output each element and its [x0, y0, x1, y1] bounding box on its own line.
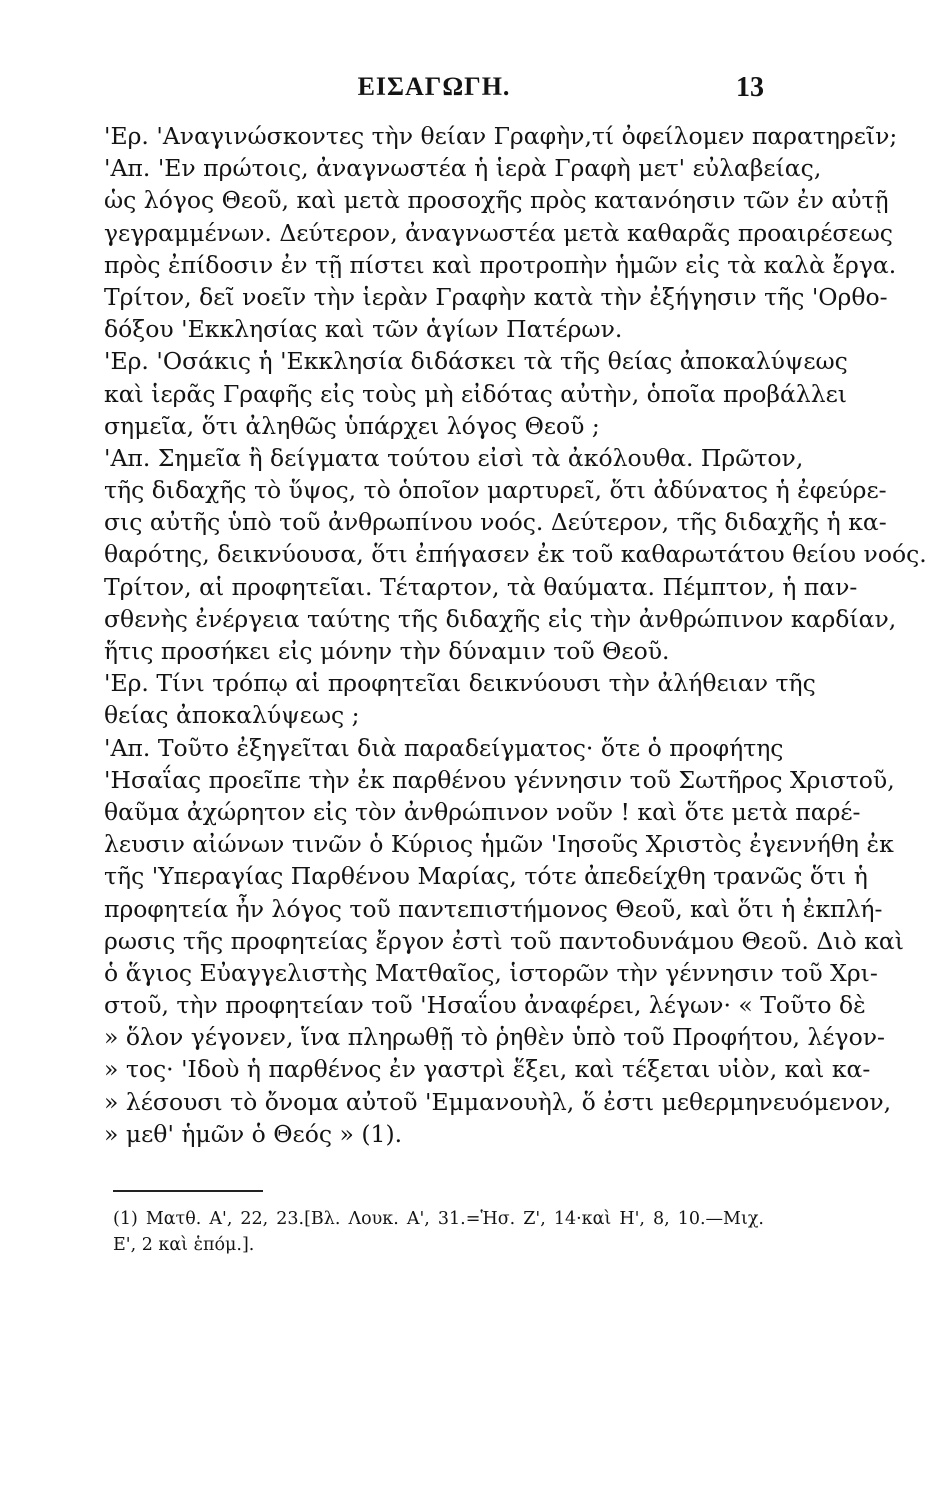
text-line: τῆς διδαχῆς τὸ ὕψος, τὸ ὁποῖον μαρτυρεῖ, ὅτι ἀδύνατος ἡ ἐφεύρε- [104, 476, 887, 505]
text-line: 'Ερ. 'Οσάκις ἡ 'Εκκλησία διδάσκει τὰ τῆς θείας ἀποκαλύψεως [104, 347, 848, 376]
text-line: Τρίτον, δεῖ νοεῖν τὴν ἱερὰν Γραφὴν κατὰ τὴν ἐξήγησιν τῆς 'Ορθο- [104, 282, 888, 311]
body-text [104, 120, 927, 1150]
text-line: 'Ερ. Τίνι τρόπῳ αἱ προφητεῖαι δεικνύουσι τὴν ἀλήθειαν τῆς [104, 669, 816, 698]
footnote-line: Ε', 2 καὶ ἑπόμ.]. [113, 1235, 255, 1255]
footnotes [113, 1206, 764, 1258]
text-line: 'Ησαΐας προεῖπε τὴν ἐκ παρθένου γέννησιν τοῦ Σωτῆρος Χριστοῦ, [104, 765, 895, 794]
footnote-rule [113, 1190, 263, 1192]
text-line: 'Απ. Σημεῖα ἢ δείγματα τούτου εἰσὶ τὰ ἀκόλουθα. Πρῶτον, [104, 443, 804, 472]
text-line: γεγραμμένων. Δεύτερον, ἀναγνωστέα μετὰ καθαρᾶς προαιρέσεως [104, 218, 893, 247]
text-line: » μεθ' ἡμῶν ὁ Θεός » (1). [104, 1119, 403, 1148]
page-number: 13 [736, 72, 764, 103]
text-line: σις αὐτῆς ὑπὸ τοῦ ἀνθρωπίνου νοός. Δεύτερον, τῆς διδαχῆς ἡ κα- [104, 508, 887, 537]
text-line: προφητεία ἦν λόγος τοῦ παντεπιστήμονος Θεοῦ, καὶ ὅτι ἡ ἐκπλή- [104, 894, 883, 923]
text-line: στοῦ, τὴν προφητείαν τοῦ 'Ησαΐου ἀναφέρει, λέγων· « Τοῦτο δὲ [104, 991, 866, 1020]
page-header [104, 72, 764, 108]
text-line: 'Ερ. 'Αναγινώσκοντες τὴν θείαν Γραφὴν,τί ὀφείλομεν παρατηρεῖν; [104, 122, 898, 150]
text-line: ρωσις τῆς προφητείας ἔργον ἐστὶ τοῦ παντοδυνάμου Θεοῦ. Διὸ καὶ [104, 926, 904, 955]
text-line: 'Απ. Τοῦτο ἐξηγεῖται διὰ παραδείγματος· ὅτε ὁ προφήτης [104, 733, 784, 762]
text-line: καὶ ἱερᾶς Γραφῆς εἰς τοὺς μὴ εἰδότας αὐτὴν, ὁποῖα προβάλλει [104, 379, 847, 408]
text-line: πρὸς ἐπίδοσιν ἐν τῇ πίστει καὶ προτροπὴν ἡμῶν εἰς τὰ καλὰ ἔργα. [104, 250, 897, 279]
text-line: τῆς 'Υπεραγίας Παρθένου Μαρίας, τότε ἀπεδείχθη τρανῶς ὅτι ἡ [104, 862, 868, 891]
text-line: ἥτις προσήκει εἰς μόνην τὴν δύναμιν τοῦ Θεοῦ. [104, 637, 670, 665]
text-line: Τρίτον, αἱ προφητεῖαι. Τέταρτον, τὰ θαύματα. Πέμπτον, ἡ παν- [104, 572, 858, 601]
text-line: θαῦμα ἀχώρητον εἰς τὸν ἀνθρώπινον νοῦν ! καὶ ὅτε μετὰ παρέ- [104, 797, 861, 826]
text-line: θείας ἀποκαλύψεως ; [104, 701, 360, 730]
text-line: λευσιν αἰώνων τινῶν ὁ Κύριος ἡμῶν 'Ιησοῦς Χριστὸς ἐγεννήθη ἐκ [104, 830, 894, 859]
text-line: ὡς λόγος Θεοῦ, καὶ μετὰ προσοχῆς πρὸς κατανόησιν τῶν ἐν αὐτῇ [104, 186, 889, 215]
text-line: δόξου 'Εκκλησίας καὶ τῶν ἁγίων Πατέρων. [104, 315, 623, 344]
text-line: 'Απ. 'Εν πρώτοις, ἀναγνωστέα ἡ ἱερὰ Γραφὴ μετ' εὐλαβείας, [104, 154, 822, 183]
text-line: σημεῖα, ὅτι ἀληθῶς ὑπάρχει λόγος Θεοῦ ; [104, 411, 600, 440]
text-line: σθενὴς ἐνέργεια ταύτης τῆς διδαχῆς εἰς τὴν ἀνθρώπινον καρδίαν, [104, 604, 897, 633]
text-line: » λέσουσι τὸ ὄνομα αὐτοῦ 'Εμμανουὴλ, ὅ ἐστι μεθερμηνευόμενον, [104, 1087, 892, 1116]
footnote-line: (1) Ματθ. Α', 22, 23.[Βλ. Λουκ. Α', 31.=Ἡσ. Ζ', 14·καὶ Η', 8, 10.—Μιχ. [113, 1209, 764, 1229]
text-line: θαρότης, δεικνύουσα, ὅτι ἐπήγασεν ἐκ τοῦ καθαρωτάτου θείου νοός. [104, 540, 927, 569]
text-line: ὁ ἅγιος Εὐαγγελιστὴς Ματθαῖος, ἱστορῶν τὴν γέννησιν τοῦ Χρι- [104, 958, 878, 987]
text-line: » τος· 'Ιδοὺ ἡ παρθένος ἐν γαστρὶ ἕξει, καὶ τέξεται υἱὸν, καὶ κα- [104, 1055, 871, 1084]
text-line: » ὅλον γέγονεν, ἵνα πληρωθῇ τὸ ῥηθὲν ὑπὸ τοῦ Προφήτου, λέγον- [104, 1023, 885, 1052]
running-title: ΕΙΣΑΓΩΓΗ. [357, 72, 511, 101]
